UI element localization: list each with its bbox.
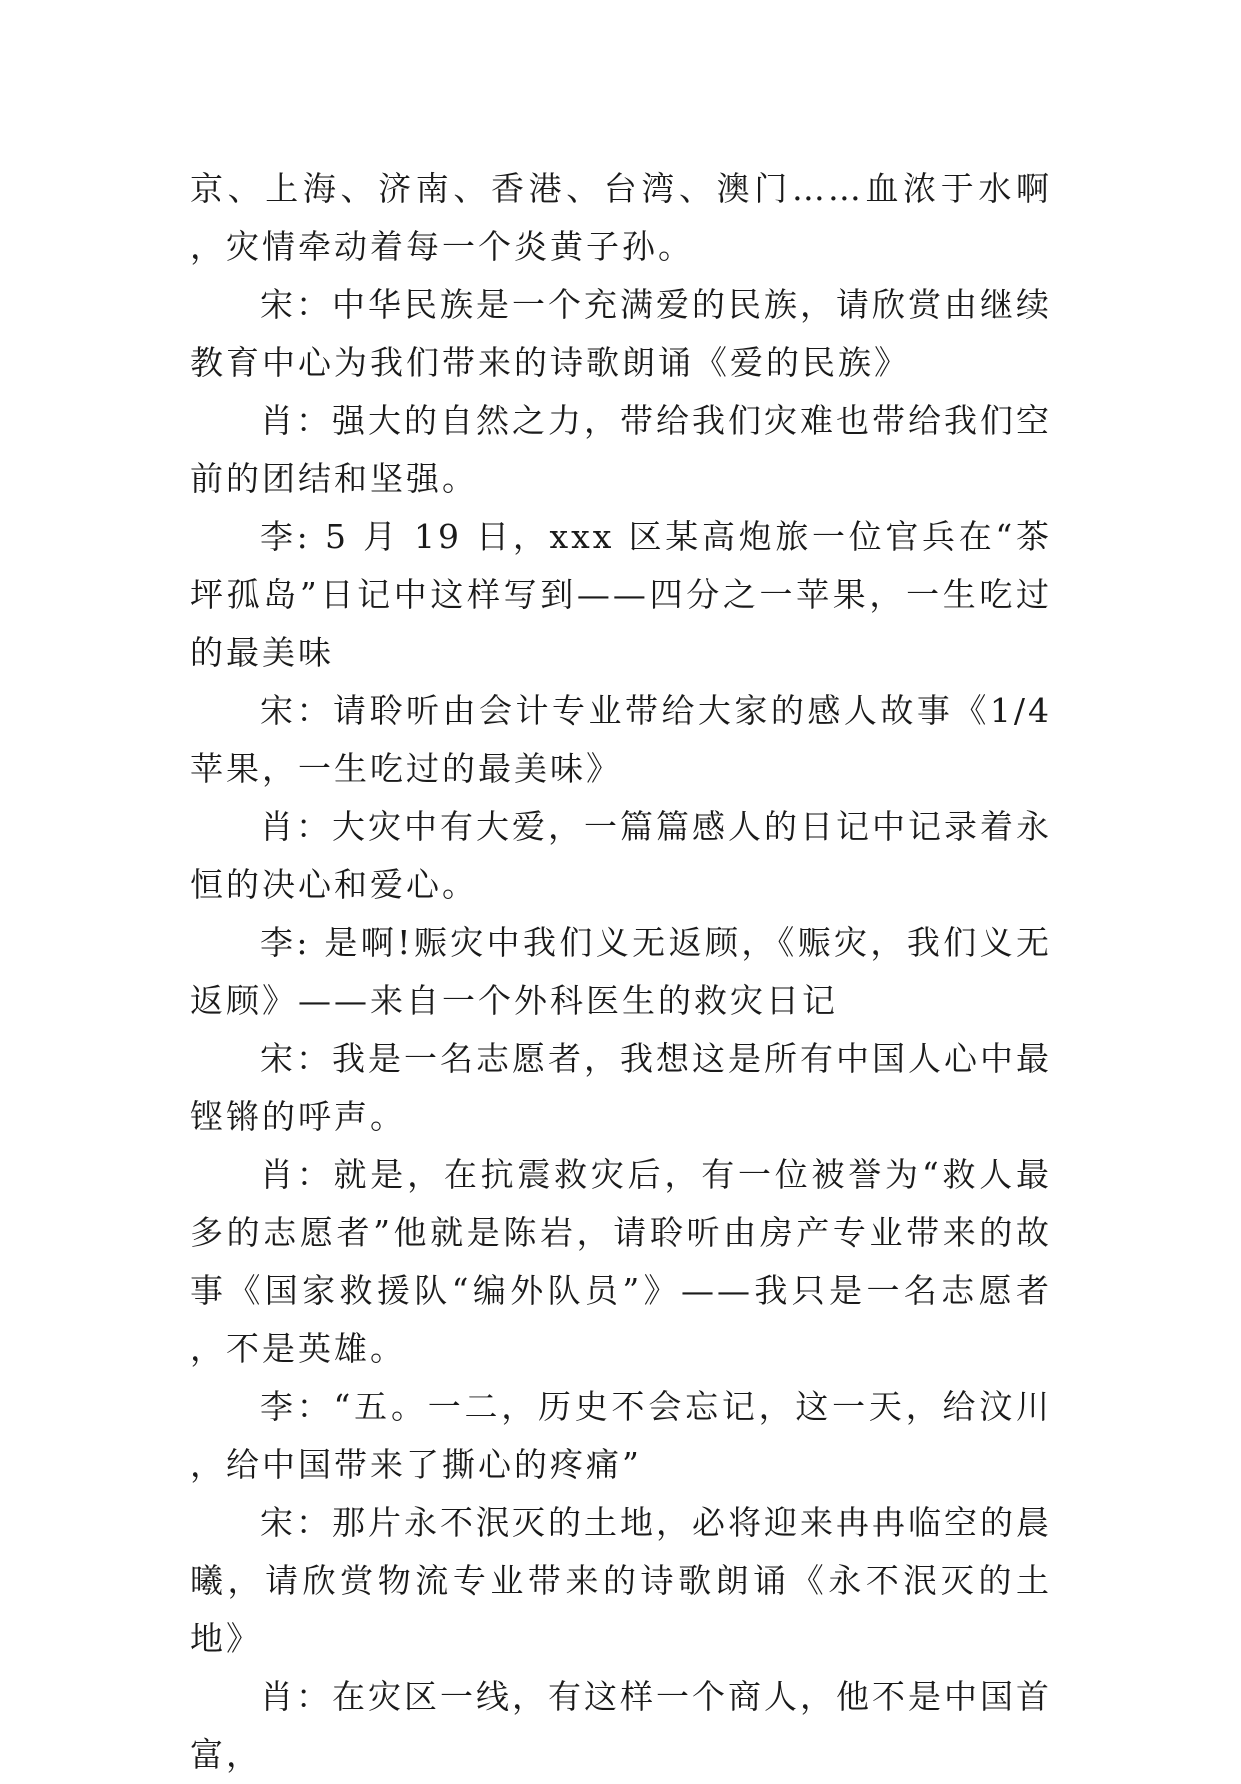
paragraph: 肖：就是，在抗震救灾后，有一位被誉为“救人最多的志愿者”他就是陈岩，请聆听由房产专业带来的故事《国家救援队“编外队员”》——我只是一名志愿者，不是英雄。	[190, 1155, 1052, 1368]
paragraph: 李: 是啊!赈灾中我们义无返顾，《赈灾，我们义无返顾》——来自一个外科医生的救灾日记	[190, 923, 1052, 1020]
paragraph: 京、上海、济南、香港、台湾、澳门……血浓于水啊，灾情牵动着每一个炎黄子孙。	[190, 169, 1052, 266]
paragraph: 肖：强大的自然之力，带给我们灾难也带给我们空前的团结和坚强。	[190, 401, 1052, 498]
paragraph: 李：“五。一二，历史不会忘记，这一天，给汶川，给中国带来了撕心的疼痛”	[190, 1387, 1052, 1484]
paragraph: 宋：那片永不泯灭的土地，必将迎来冉冉临空的晨曦，请欣赏物流专业带来的诗歌朗诵《永不泯灭的土地》	[190, 1503, 1052, 1658]
paragraph: 宋：请聆听由会计专业带给大家的感人故事《1/4 苹果，一生吃过的最美味》	[190, 691, 1052, 788]
paragraph: 肖：在灾区一线，有这样一个商人，他不是中国首富，	[190, 1677, 1052, 1774]
paragraph: 宋：中华民族是一个充满爱的民族，请欣赏由继续教育中心为我们带来的诗歌朗诵《爱的民族》	[190, 285, 1052, 382]
document-body	[190, 160, 1052, 1784]
paragraph: 李: 5 月 19 日，xxx 区某高炮旅一位官兵在“茶坪孤岛”日记中这样写到——四分之一苹果，一生吃过的最美味	[190, 517, 1052, 672]
paragraph: 宋：我是一名志愿者，我想这是所有中国人心中最铿锵的呼声。	[190, 1039, 1052, 1136]
paragraph: 肖：大灾中有大爱，一篇篇感人的日记中记录着永恒的决心和爱心。	[190, 807, 1052, 904]
